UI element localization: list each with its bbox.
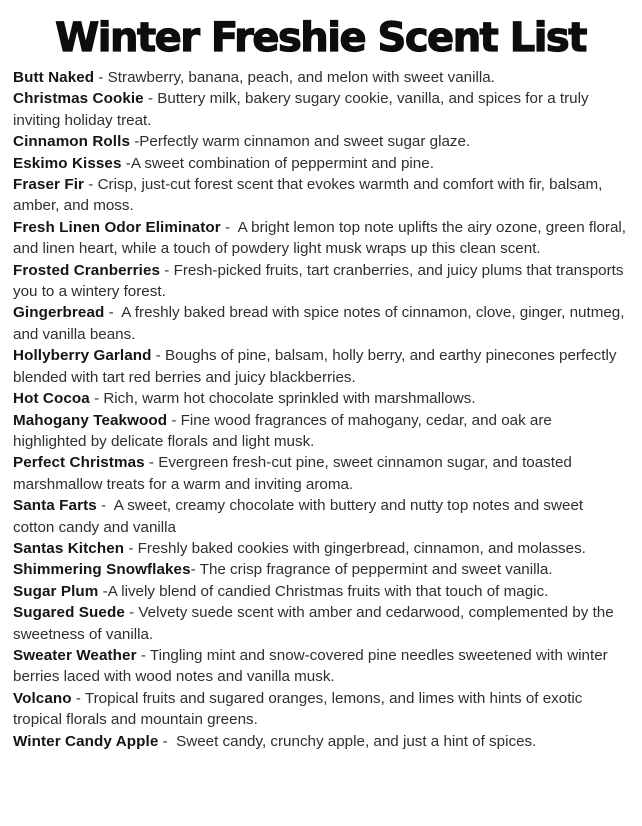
scent-separator: - <box>84 176 98 194</box>
scent-name: Sugar Plum <box>13 582 99 600</box>
scent-entry <box>13 495 628 538</box>
scent-list <box>13 67 631 752</box>
scent-separator: - <box>96 497 114 515</box>
scent-separator: - <box>98 582 108 600</box>
scent-separator: - <box>94 69 108 86</box>
scent-description: Fresh-picked fruits, tart cranberries, and juicy plums that transports you to a wintery forest. <box>13 261 628 301</box>
scent-name: Hot Cocoa <box>13 390 90 408</box>
scent-name: Santa Farts <box>13 497 97 515</box>
scent-name: Perfect Christmas <box>13 454 145 472</box>
scent-description: Boughs of pine, balsam, holly berry, and earthy pinecones perfectly blended with tart red berries and juicy blackberries. <box>13 347 621 386</box>
scent-separator: - <box>89 390 104 408</box>
scent-name: Winter Candy Apple <box>13 732 159 750</box>
scent-description: A bright lemon top note uplifts the airy ozone, green floral, and linen heart, while a touch of powdery light musk wraps up this clean scent. <box>13 218 631 258</box>
scent-description: Sweet candy, crunchy apple, and just a hint of spices. <box>176 732 537 750</box>
scent-separator: - <box>144 454 159 472</box>
scent-name: Mahogany Teakwood <box>13 411 168 429</box>
scent-separator: - <box>130 133 140 151</box>
scent-entry <box>13 217 631 260</box>
scent-description: Buttery milk, bakery sugary cookie, vanilla, and spices for a truly inviting holiday treat. <box>13 90 593 129</box>
scent-name: Cinnamon Rolls <box>13 133 130 151</box>
scent-separator: - <box>121 154 131 172</box>
scent-name: Fresh Linen Odor Eliminator <box>13 218 221 236</box>
scent-description: Rich, warm hot chocolate sprinkled with marshmallows. <box>103 390 476 408</box>
scent-entry <box>13 174 628 217</box>
scent-description: A freshly baked bread with spice notes of cinnamon, clove, ginger, nutmeg, and vanilla beans. <box>13 304 629 343</box>
scent-entry <box>13 410 628 453</box>
scent-entry <box>13 581 628 602</box>
scent-separator: - <box>167 411 181 429</box>
scent-entry <box>13 153 628 174</box>
scent-separator: - <box>158 732 177 750</box>
scent-separator: - <box>104 304 122 322</box>
scent-name: Frosted Cranberries <box>13 261 161 279</box>
scent-name: Sweater Weather <box>13 646 137 664</box>
scent-entry <box>13 452 628 495</box>
scent-entry <box>13 602 628 645</box>
scent-name: Gingerbread <box>13 304 105 322</box>
scent-entry <box>13 731 628 752</box>
scent-description: Tropical fruits and sugared oranges, lemons, and limes with hints of exotic tropical florals and mountain greens. <box>13 689 587 729</box>
scent-description: Perfectly warm cinnamon and sweet sugar glaze. <box>139 133 471 151</box>
scent-separator: - <box>151 347 166 365</box>
scent-entry <box>13 645 628 688</box>
scent-name: Volcano <box>13 689 72 707</box>
scent-separator: - <box>190 561 200 579</box>
scent-entry <box>13 67 628 88</box>
scent-entry <box>13 388 628 409</box>
scent-separator: - <box>160 261 174 279</box>
page-title: Winter Freshie Scent List <box>55 15 586 61</box>
scent-name: Hollyberry Garland <box>13 347 152 365</box>
scent-separator: - <box>71 689 85 707</box>
scent-description: Crisp, just-cut forest scent that evokes warmth and comfort with fir, balsam, amber, and moss. <box>13 176 607 215</box>
scent-name: Butt Naked <box>13 69 95 86</box>
scent-separator: - <box>136 646 150 664</box>
scent-name: Christmas Cookie <box>13 90 144 108</box>
scent-entry <box>13 260 628 303</box>
scent-description: Tingling mint and snow-covered pine needles sweetened with winter berries laced with wood notes and vanilla musk. <box>13 646 612 686</box>
scent-entry <box>13 559 628 580</box>
scent-description: Evergreen fresh-cut pine, sweet cinnamon sugar, and toasted marshmallow treats for a warm and inviting aroma. <box>13 454 577 493</box>
scent-name: Sugared Suede <box>13 604 125 622</box>
scent-separator: - <box>143 90 158 108</box>
scent-name: Fraser Fir <box>13 176 85 194</box>
scent-entry <box>13 302 628 345</box>
scent-entry <box>13 131 628 152</box>
scent-entry <box>13 688 628 731</box>
scent-description: Strawberry, banana, peach, and melon with sweet vanilla. <box>107 69 495 86</box>
scent-separator: - <box>124 604 139 622</box>
scent-entry <box>13 538 628 559</box>
scent-entry <box>13 345 628 388</box>
scent-description: A lively blend of candied Christmas fruits with that touch of magic. <box>107 582 549 600</box>
scent-name: Santas Kitchen <box>13 539 125 557</box>
scent-description: A sweet, creamy chocolate with buttery and nutty top notes and sweet cotton candy and vanilla <box>13 497 588 536</box>
scent-description: Velvety suede scent with amber and cedarwood, complemented by the sweetness of vanilla. <box>13 604 618 643</box>
scent-name: Shimmering Snowflakes <box>13 561 191 579</box>
scent-description: Fine wood fragrances of mahogany, cedar, and oak are highlighted by delicate florals and light musk. <box>13 411 557 450</box>
scent-separator: - <box>220 218 238 236</box>
scent-description: Freshly baked cookies with gingerbread, cinnamon, and molasses. <box>137 539 586 557</box>
scent-name: Eskimo Kisses <box>13 154 122 172</box>
scent-description: A sweet combination of peppermint and pine. <box>130 154 434 172</box>
scent-separator: - <box>124 539 138 557</box>
scent-entry <box>13 88 628 131</box>
scent-description: The crisp fragrance of peppermint and sweet vanilla. <box>199 561 553 579</box>
